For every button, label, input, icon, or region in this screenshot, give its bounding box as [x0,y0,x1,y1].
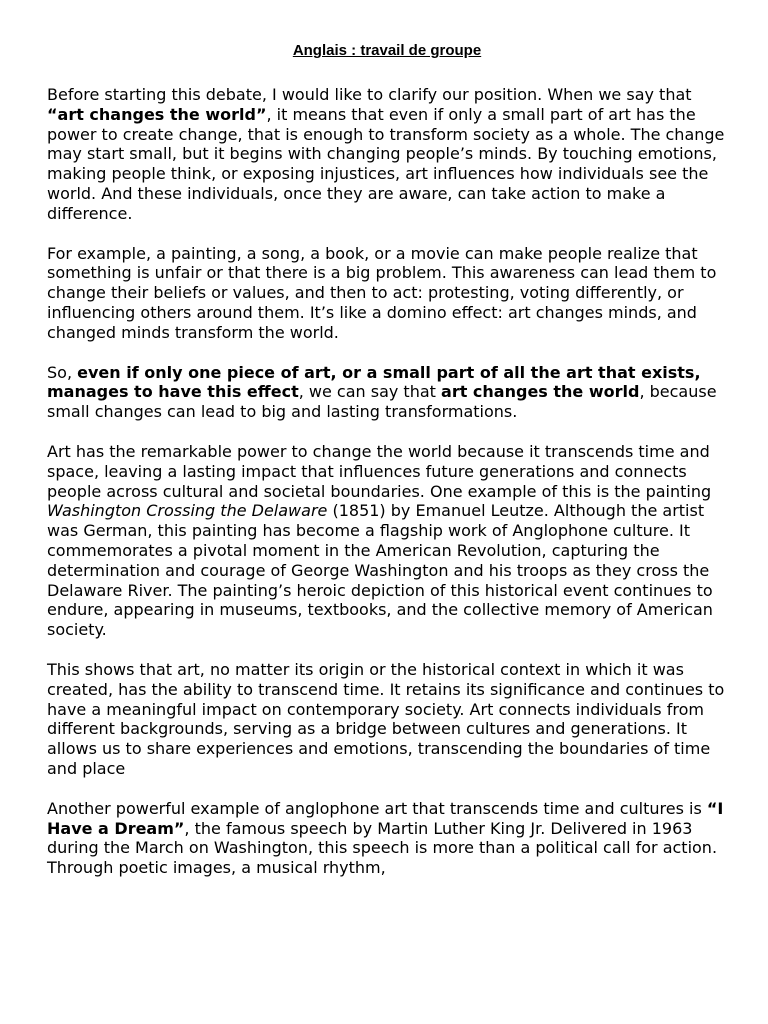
document-body [47,40,727,898]
paragraph-washington [47,442,727,640]
paragraph-i-have-a-dream [47,799,727,878]
bold-speech-title: “I Have a Dream” [47,798,724,838]
bold-quote-art-changes-the-world: “art changes the world” [47,104,267,124]
paragraph-intro [47,85,727,224]
italic-painting-title: Washington Crossing the Delaware [47,501,328,521]
paragraph-transcend: This shows that art, no matter its origin or the historical context in which it was created, has the ability to transcend time. It retains its significance and continues to have a meaningful impact on contemporary society. Art connects individuals from different backgrounds, serving as a bridge between cultures and generations. It allows us to share experiences and emotions, transcending the boundaries of time and place [47,659,725,778]
paragraph-text: Art has the remarkable power to change the world because it transcends time and space, leaving a lasting impact that influences future generations and connects people across cultural and societal boundaries. One example of this is the painting [47,441,712,501]
bold-emphasis: even if only one piece of art, or a small part of all the art that exists, manages to have this effect [47,362,701,402]
document-title: Anglais : travail de groupe [292,42,482,59]
paragraph-text: , the famous speech by Martin Luther King Jr. Delivered in 1963 during the March on Washington, this speech is more than a political call for action. Through poetic images, a musical rhythm, [47,818,718,878]
paragraph-example: For example, a painting, a song, a book, or a movie can make people realize that something is unfair or that there is a big problem. This awareness can lead them to change their beliefs or values, and then to act: protesting, voting differently, or influencing others around them. It’s like a domino effect: art changes minds, and changed minds transform the world. [47,243,717,342]
paragraph-text: Another powerful example of anglophone art that transcends time and cultures is [47,798,707,818]
bold-emphasis: art changes the world [441,382,640,402]
paragraph-text: Before starting this debate, I would like to clarify our position. When we say that [47,85,692,104]
paragraph-conclusion [47,363,727,422]
paragraph-text: (1851) by Emanuel Leutze. Although the artist was German, this painting has become a flagship work of Anglophone culture. It commemorates a pivotal moment in the American Revolution, capturing the determination and courage of George Washington and his troops as they cross the Delaware River. The painting’s heroic depiction of this historical event continues to endure, appearing in museums, textbooks, and the collective memory of American society. [47,501,713,640]
paragraph-text: , because small changes can lead to big and lasting transformations. [47,382,717,422]
paragraph-text: , it means that even if only a small part of art has the power to create change, that is enough to transform society as a whole. The change may start small, but it begins with changing people’s minds. By touching emotions, making people think, or exposing injustices, art influences how individuals see the world. And these individuals, once they are aware, can take action to make a difference. [47,104,725,223]
paragraph-text: , we can say that [298,382,442,402]
paragraph-text: So, [47,362,78,382]
